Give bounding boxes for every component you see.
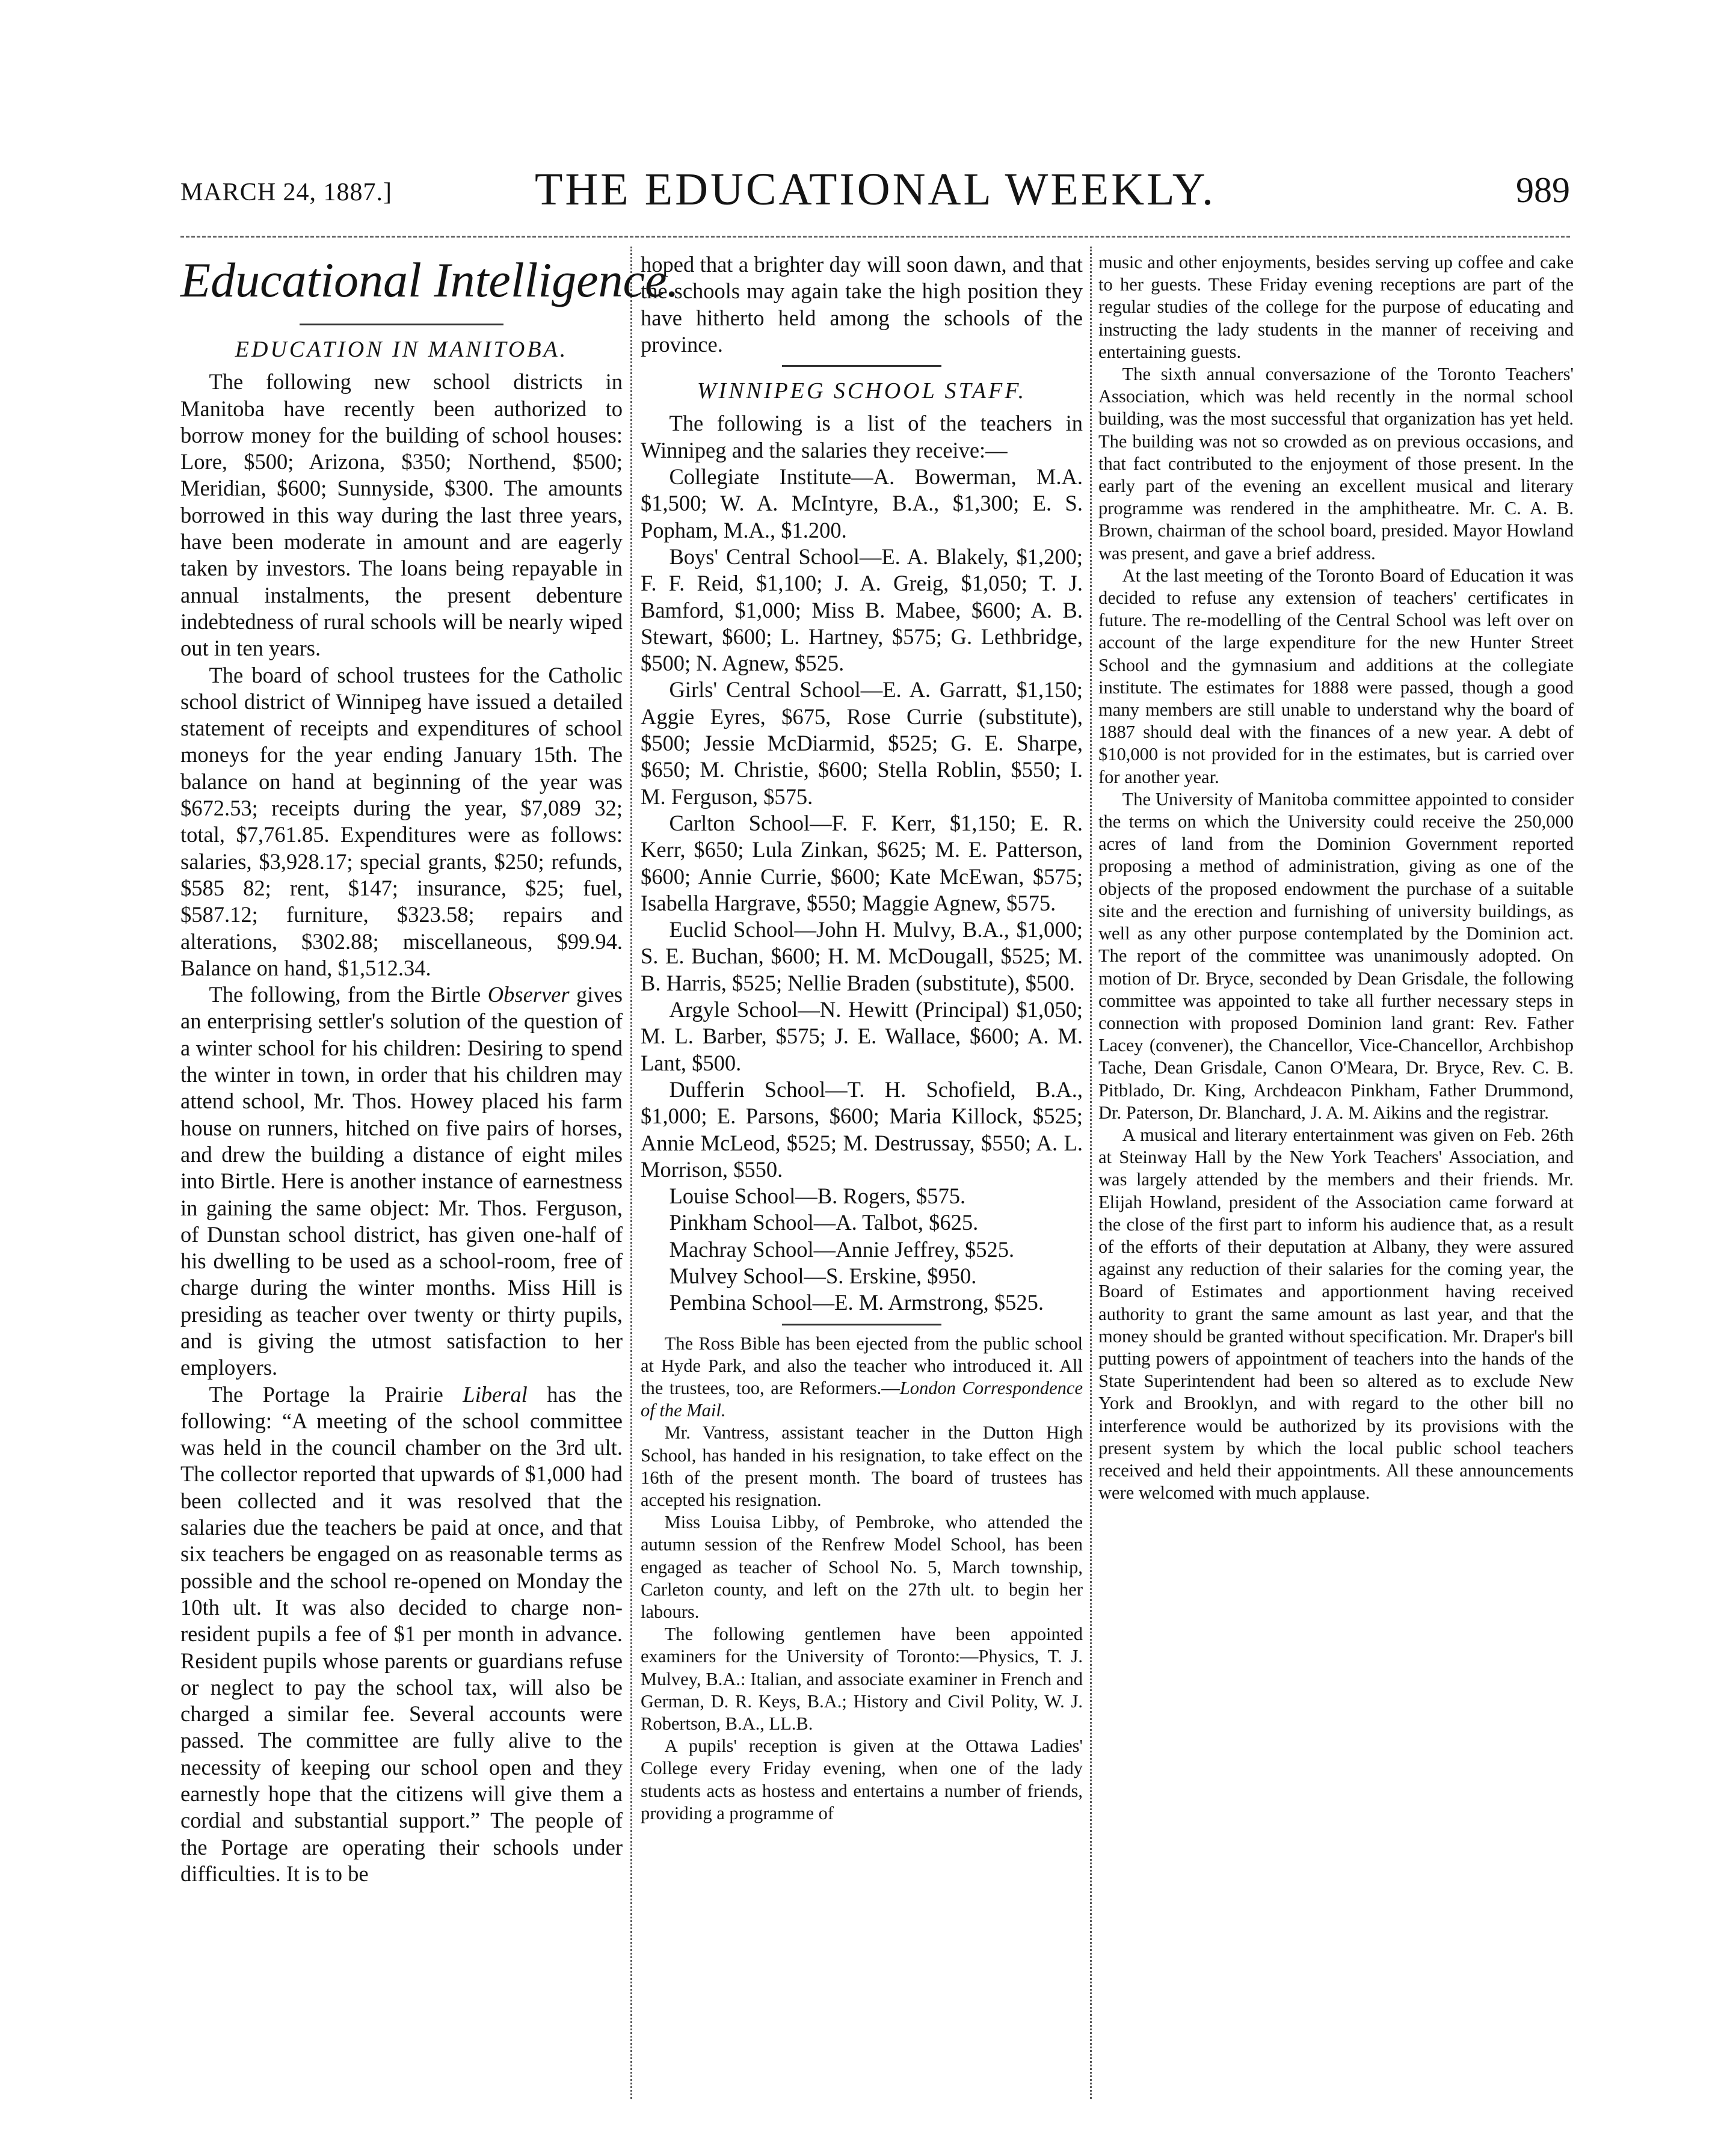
list-item: Girls' Central School—E. A. Garratt, $1,150; Aggie Eyres, $675, Rose Currie (substitute), $500; Jessie McDiarmid, $525; G. E. Sharpe, $650; M. Christie, $600; Stella Roblin, $550; I. M. Ferguson, $575. [641, 677, 1083, 809]
list-item: Euclid School—John H. Mulvy, B.A., $1,000; S. E. Buchan, $600; H. M. McDougall, $525; M. B. Harris, $525; Nellie Braden (substitute), $500. [641, 917, 1083, 995]
paragraph: The following, from the Birtle Observer gives an enterprising settler's solution of the question of a winter school for his children: Desiring to spend the winter in town, in order that his children may attend school, Mr. Thos. Howey placed his farm house on runners, hitched on five pairs of horses, and drew the building a distance of eight miles into Birtle. Here is another instance of earnestness in gaining the same object: Mr. Thos. Ferguson, of Dunstan school district, has given one-half of his dwelling to be used as a school-room, free of charge during the winter months. Miss Hill is presiding as teacher over twenty or thirty pupils, and is giving the utmost satisfaction to her employers. [180, 982, 623, 1380]
list-item: Pinkham School—A. Talbot, $625. [669, 1210, 979, 1235]
paragraph: Miss Louisa Libby, of Pembroke, who attended the autumn session of the Renfrew Model School, has been engaged as teacher of School No. 5, March township, Carleton county, and left on the 27th ult. to begin her labours. [641, 1512, 1083, 1623]
source-name: London Correspondence of the Mail. [641, 1377, 1083, 1421]
list-item: Collegiate Institute—A. Bowerman, M.A. $1,500; W. A. McIntyre, B.A., $1,300; E. S. Popham, M.A., $1.200. [641, 464, 1083, 542]
paragraph: Mr. Vantress, assistant teacher in the Dutton High School, has handed in his resignation, to take effect on the 16th of the present month. The board of trustees has accepted his resignation. [641, 1422, 1083, 1510]
list-item: Pembina School—E. M. Armstrong, $525. [669, 1290, 1044, 1315]
column-divider [1090, 247, 1092, 2099]
divider [782, 1324, 941, 1325]
list-item: Argyle School—N. Hewitt (Principal) $1,050; M. L. Barber, $575; J. E. Wallace, $600; A. M. Lant, $500. [641, 997, 1083, 1075]
column-3 [1098, 251, 1574, 2092]
section-heading: Educational Intelligence. [180, 253, 679, 307]
list-item: Mulvey School—S. Erskine, $950. [669, 1263, 977, 1288]
source-name: Observer [487, 982, 570, 1007]
paragraph: The sixth annual conversazione of the Toronto Teachers' Association, which was held recently in the normal school building, was the most successful that organization has yet held. The building was not so crowded as on previous occasions, and that fact contributed to the enjoyment of those present. In the early part of the evening an excellent musical and literary programme was rendered in the amphitheatre. Mr. C. A. B. Brown, chairman of the school board, presided. Mayor Howland was present, and gave a brief address. [1098, 364, 1574, 564]
column-2 [641, 251, 1083, 2092]
divider [782, 365, 941, 367]
list-item: Carlton School—F. F. Kerr, $1,150; E. R. Kerr, $650; Lula Zinkan, $625; M. E. Patterson, $600; Annie Currie, $600; Kate McEwan, $575; Isabella Hargrave, $550; Maggie Agnew, $575. [641, 810, 1083, 915]
list-item: Louise School—B. Rogers, $575. [669, 1184, 966, 1209]
article-heading: WINNIPEG SCHOOL STAFF. [697, 378, 1027, 404]
column-divider [630, 247, 632, 2099]
source-name: Liberal [463, 1381, 528, 1407]
paragraph: A musical and literary entertainment was given on Feb. 26th at Steinway Hall by the New York Teachers' Association, and was largely attended by the members and their friends. Mr. Elijah Howland, president of the Association came forward at the close of the first part to inform his audience that, as a result of the efforts of their deputation at Albany, they were assured against any reduction of their salaries for the coming year, the Board of Estimates and apportionment having received authority to grant the same amount as last year, and that the money should be granted without specification. Mr. Draper's bill putting powers of appointment of teachers into the hands of the State Superintendent had been so altered as to exclude New York and Brooklyn, and with regard to the other bill no interference would be authorized by its provisions with the present system by which the local public school teachers received and held their appointments. All these announcements were welcomed with much applause. [1098, 1124, 1574, 1503]
paragraph: music and other enjoyments, besides serving up coffee and cake to her guests. These Friday evening receptions are part of the regular studies of the college for the purpose of educating and instructing the lady students in the manner of receiving and entertaining guests. [1098, 252, 1574, 362]
list-item: Dufferin School—T. H. Schofield, B.A., $1,000; E. Parsons, $600; Maria Killock, $525; Annie McLeod, $525; M. Destrussay, $550; A. L. Morrison, $550. [641, 1076, 1083, 1182]
paragraph: The Ross Bible has been ejected from the public school at Hyde Park, and also the teacher who introduced it. All the trustees, too, are Reformers.—London Correspondence of the Mail. [641, 1333, 1083, 1421]
article-heading: EDUCATION IN MANITOBA. [235, 337, 568, 362]
paragraph: The Portage la Prairie Liberal has the following: “A meeting of the school committee was held in the council chamber on the 3rd ult. The collector reported that upwards of $1,000 had been collected and it was resolved that the salaries due the teachers be paid at once, and that six teachers be engaged on as reasonable terms as possible and the school re-opened on Monday the 10th ult. It was also decided to charge non-resident pupils a fee of $1 per month in advance. Resident pupils whose parents or guardians refuse or neglect to pay the school tax, will also be charged a similar fee. Several accounts were passed. The committee are fully alive to the necessity of keeping our school open and they earnestly hope that the citizens will give them a cordial and substantial support.” The people of the Portage are operating their schools under difficulties. It is to be [180, 1381, 623, 1886]
column-1 [180, 251, 679, 2092]
paragraph: At the last meeting of the Toronto Board of Education it was decided to refuse any extension of teachers' certificates in future. The re-modelling of the Central School was left over on account of the large expenditure for the new Hunter Street School and the gymnasium and additions at the collegiate institute. The estimates for 1888 were passed, though a good many members are still unable to understand why the board of 1887 should deal with the finances of a new year. A debt of $10,000 is not provided for in the estimates, but is carried over for another year. [1098, 565, 1574, 787]
journal-title: THE EDUCATIONAL WEEKLY. [534, 164, 1216, 215]
paragraph: The following is a list of the teachers in Winnipeg and the salaries they receive:— [641, 411, 1083, 462]
paragraph: The following new school districts in Manitoba have recently been authorized to borrow money for the building of school houses: Lore, $500; Arizona, $350; Northend, $500; Meridian, $600; Sunnyside, $300. The amounts borrowed in this way during the last three years, have been moderate in amount and are eagerly taken by investors. The loans being repayable in annual instalments, the present debenture indebtedness of rural schools will be nearly wiped out in ten years. [180, 369, 623, 661]
list-item: Boys' Central School—E. A. Blakely, $1,200; F. F. Reid, $1,100; J. A. Greig, $1,050; T. J. Bamford, $1,000; Miss B. Mabee, $600; A. B. Stewart, $600; L. Hartney, $575; G. Lethbridge, $500; N. Agnew, $525. [641, 544, 1083, 676]
running-header [180, 164, 1570, 224]
paragraph: A pupils' reception is given at the Ottawa Ladies' College every Friday evening, when one of the lady students acts as hostess and entertains a number of friends, providing a programme of [641, 1736, 1083, 1823]
paragraph: The University of Manitoba committee appointed to consider the terms on which the University could receive the 250,000 acres of land from the Dominion Government reported proposing a method of administration, giving as one of the objects of the proposed endowment the purchase of a suitable site and the erection and furnishing of university buildings, as well as any other purpose contemplated by the Dominion act. The report of the committee was unanimously adopted. On motion of Dr. Bryce, seconded by Dean Grisdale, the following committee was appointed to take all further necessary steps in connection with proposed Dominion land grant: Rev. Father Lacey (convener), the Chancellor, Vice-Chancellor, Archbishop Tache, Dean Grisdale, Canon O'Meara, Dr. Bryce, Rev. C. B. Pitblado, Dr. King, Archdeacon Pinkham, Father Drummond, Dr. Paterson, Dr. Blanchard, J. A. M. Aikins and the registrar. [1098, 788, 1574, 1123]
list-item: Machray School—Annie Jeffrey, $525. [669, 1236, 1015, 1262]
issue-date: MARCH 24, 1887.] [180, 179, 393, 206]
header-rule [180, 236, 1570, 238]
divider [300, 324, 503, 325]
page-number: 989 [1516, 170, 1570, 210]
paragraph: The following gentlemen have been appointed examiners for the University of Toronto:—Physics, T. J. Mulvey, B.A.: Italian, and associate examiner in French and German, D. R. Keys, B.A.; History and Civil Polity, W. J. Robertson, B.A., LL.B. [641, 1624, 1083, 1734]
paragraph: hoped that a brighter day will soon dawn, and that the schools may again take the high position they have hitherto held among the schools of the province. [641, 252, 1083, 357]
paragraph: The board of school trustees for the Catholic school district of Winnipeg have issued a detailed statement of receipts and expenditures of school moneys for the year ending January 15th. The balance on hand at beginning of the year was $672.53; receipts during the year, $7,089 32; total, $7,761.85. Expenditures were as follows: salaries, $3,928.17; special grants, $250; refunds, $585 82; rent, $147; insurance, $25; fuel, $587.12; furniture, $323.58; repairs and alterations, $302.88; miscellaneous, $99.94. Balance on hand, $1,512.34. [180, 662, 623, 980]
